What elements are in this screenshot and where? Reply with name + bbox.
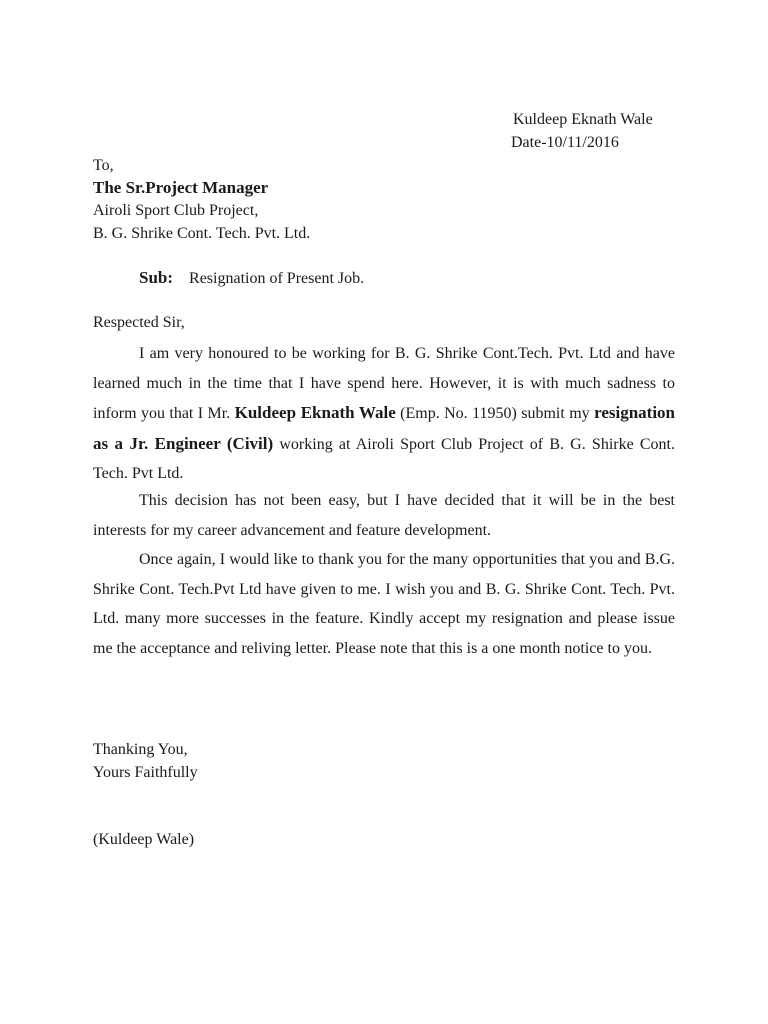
subject-line (139, 268, 364, 289)
sender-name: Kuldeep Eknath Wale (513, 111, 653, 128)
resignation-position: resignation as a Jr. Engineer (Civil) (93, 403, 676, 453)
salutation-to: To, (93, 157, 114, 174)
subject-text: Resignation of Present Job. (189, 270, 365, 287)
body-paragraph-3: Once again, I would like to thank you for the many opportunities that you and B.G. Shrike Cont. Tech.Pvt Ltd have given to me. I wish you and B. G. Shrike Cont. Tech. Pvt. Ltd. many more successes in the feature. Kindly accept my resignation and please issue me the acceptance and reliving letter. Please note that this is a one month notice to you. (93, 551, 675, 657)
closing-line1: Thanking You, (93, 741, 188, 758)
employee-name: Kuldeep Eknath Wale (234, 403, 396, 422)
body-p1-part3: working at Airoli Sport Club Project of B. G. Shirke Cont. Tech. Pvt Ltd. (93, 435, 675, 482)
signature: (Kuldeep Wale) (93, 831, 195, 848)
body-p1-part1: I am very honoured to be working for B. G. Shrike Cont.Tech. Pvt. Ltd and have learned much in the time that I have spend here. However, it is with much sadness to inform you that I Mr. (93, 345, 675, 422)
greeting: Respected Sir, (93, 314, 185, 331)
body-p1-part2: (Emp. No. 11950) submit my (395, 405, 595, 422)
recipient-title: The Sr.Project Manager (93, 178, 269, 197)
subject-label: Sub: (139, 268, 174, 287)
body-paragraph-2: This decision has not been easy, but I have decided that it will be in the best interests for my career advancement and feature development. (93, 492, 675, 539)
recipient-address-line2: B. G. Shrike Cont. Tech. Pvt. Ltd. (93, 225, 311, 242)
closing-line2: Yours Faithfully (93, 764, 198, 781)
recipient-address-line1: Airoli Sport Club Project, (93, 202, 259, 219)
letter-date: Date-10/11/2016 (511, 134, 619, 151)
subject-spacer (177, 270, 185, 287)
body-paragraph-1 (93, 339, 675, 489)
